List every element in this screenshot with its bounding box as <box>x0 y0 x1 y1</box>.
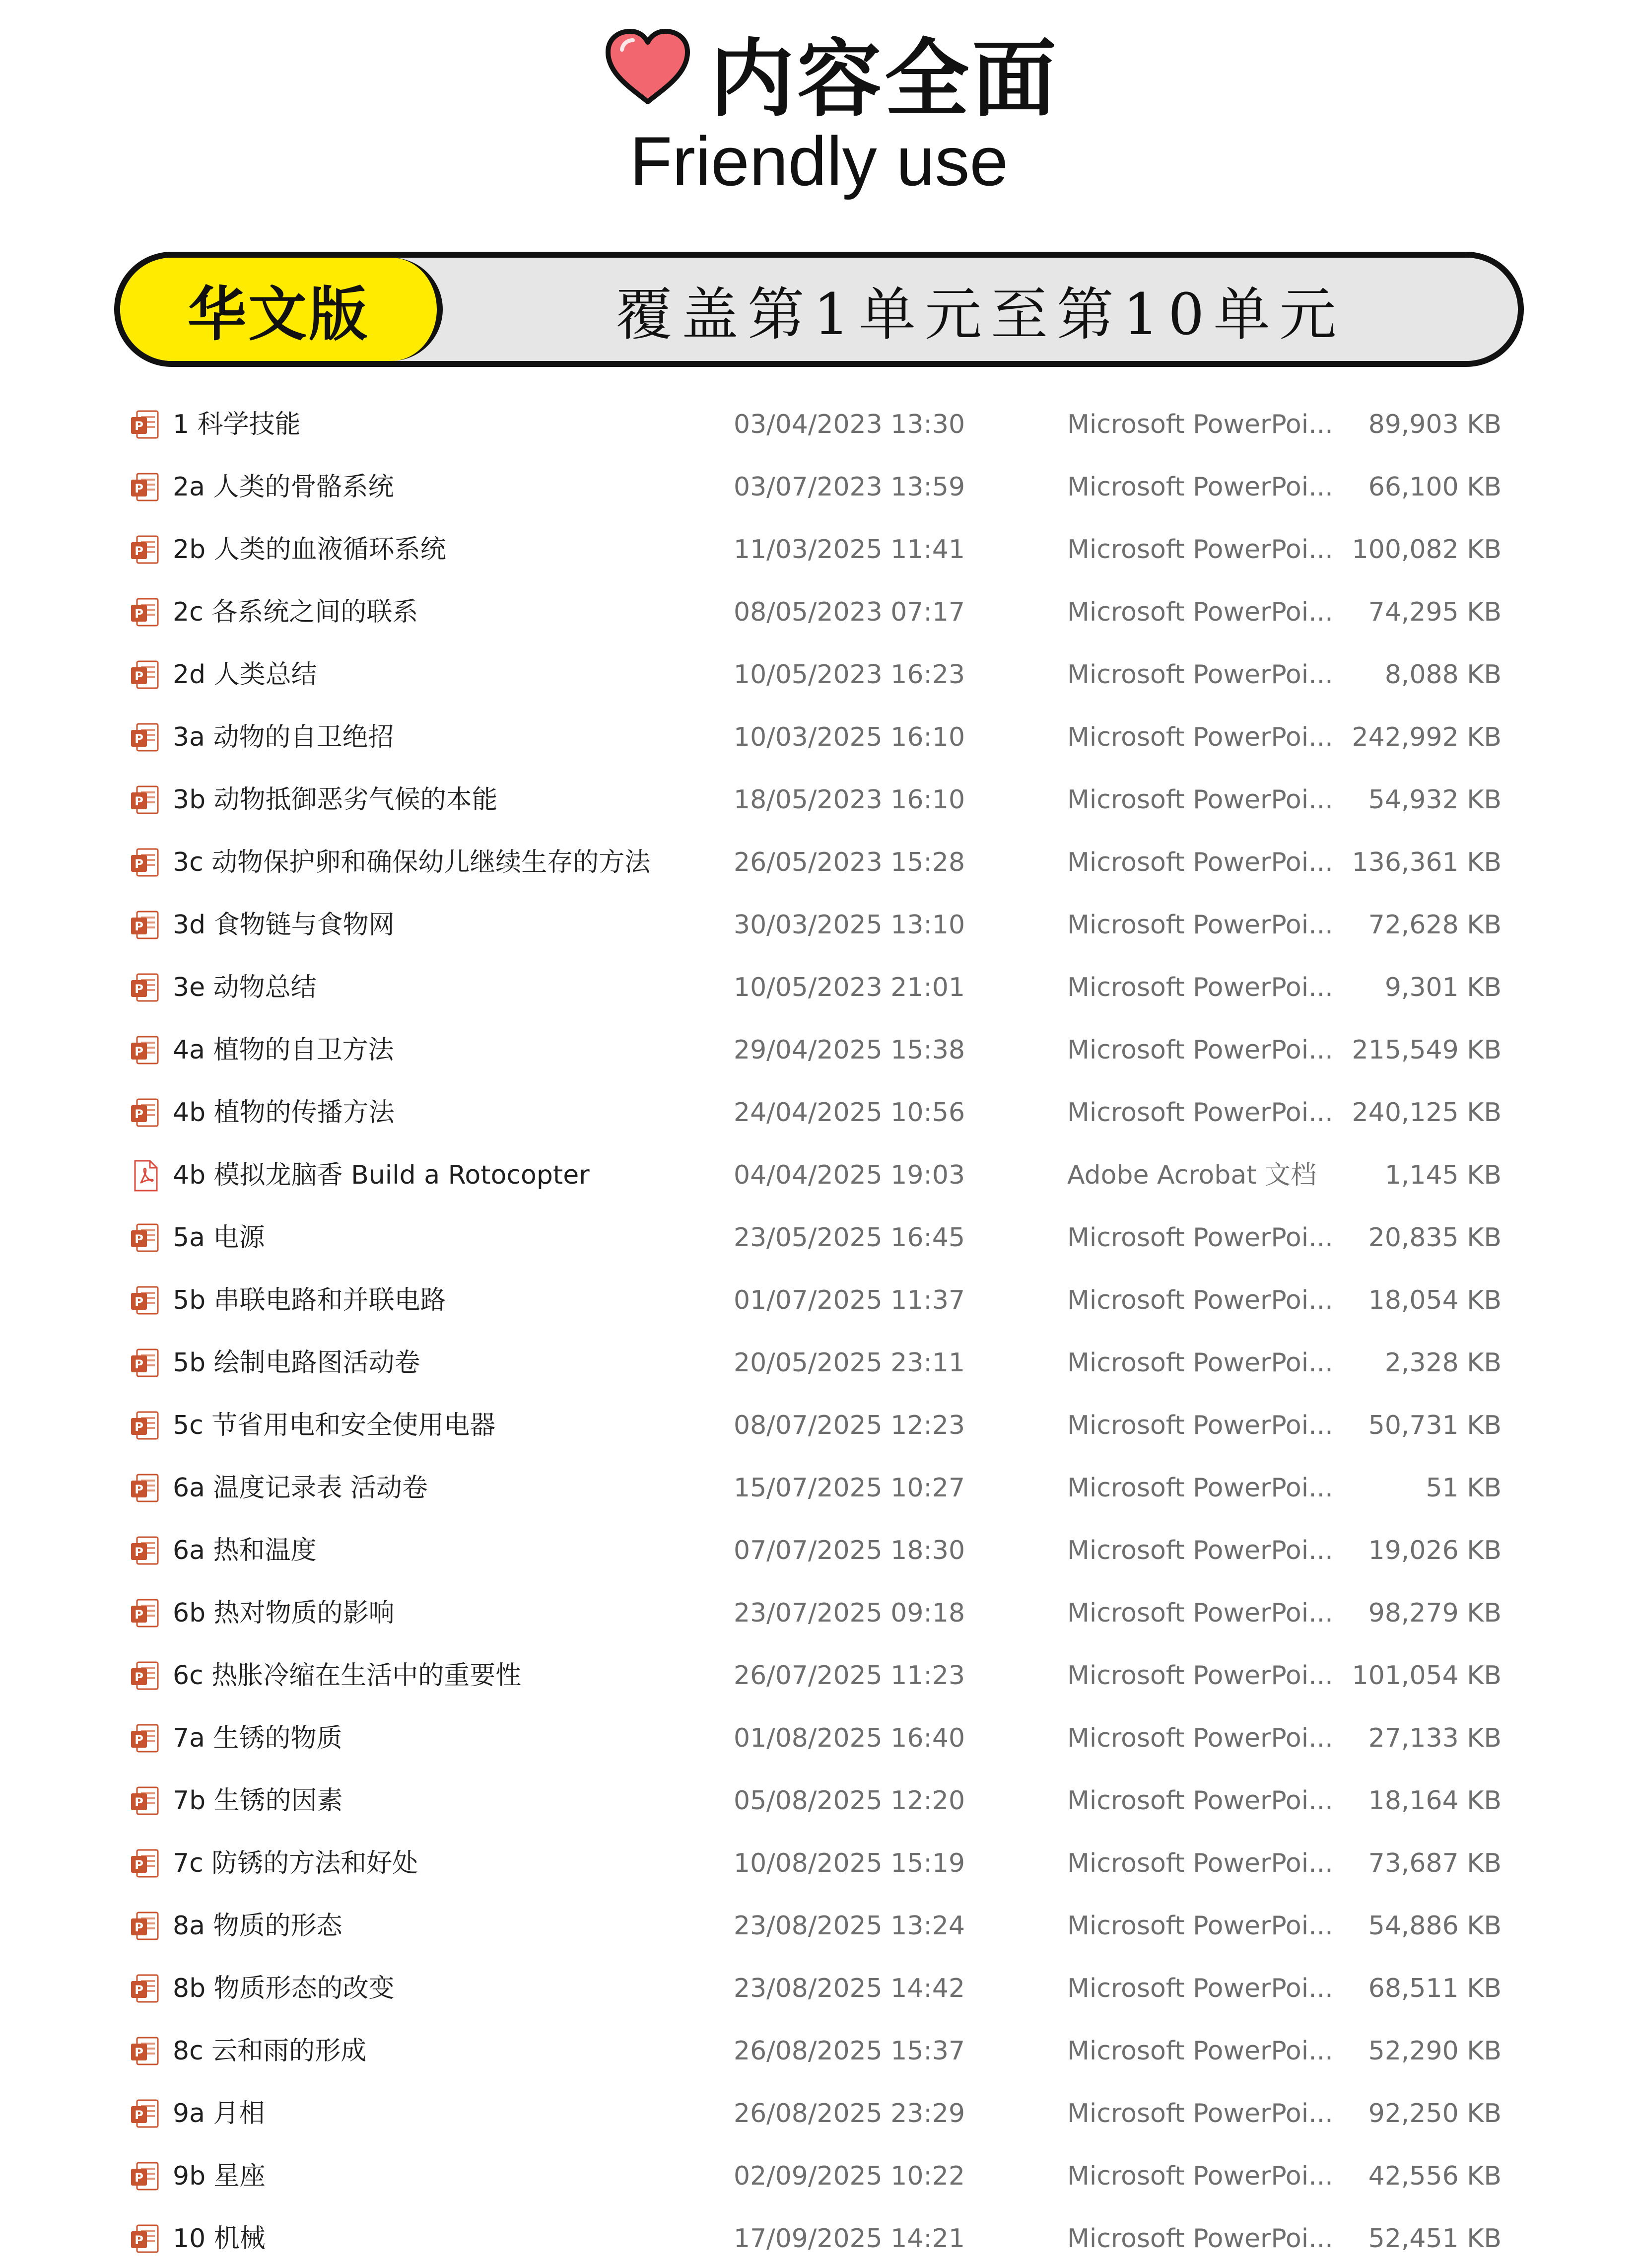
file-name: 9a 月相 <box>173 2099 265 2128</box>
file-type: Microsoft PowerPoi... <box>1067 1098 1333 1128</box>
page-title: 内容全面 <box>710 30 1060 129</box>
file-row[interactable] <box>0 708 1638 767</box>
edition-tag <box>120 258 443 361</box>
file-name: 2a 人类的骨骼系统 <box>173 472 394 502</box>
file-name: 5c 节省用电和安全使用电器 <box>173 1411 496 1440</box>
file-size: 20,835 KB <box>1368 1223 1502 1253</box>
file-date-modified: 18/05/2023 16:10 <box>734 785 965 815</box>
file-row[interactable] <box>0 1959 1638 2018</box>
pdf-file-icon <box>130 1160 160 1192</box>
file-date-modified: 02/09/2025 10:22 <box>734 2161 965 2191</box>
file-type: Microsoft PowerPoi... <box>1067 910 1333 940</box>
file-row[interactable] <box>0 1584 1638 1642</box>
powerpoint-file-icon <box>130 2036 160 2067</box>
file-type: Microsoft PowerPoi... <box>1067 410 1333 439</box>
file-size: 66,100 KB <box>1368 472 1502 502</box>
powerpoint-file-icon <box>130 534 160 566</box>
powerpoint-file-icon <box>130 1222 160 1254</box>
file-size: 9,301 KB <box>1384 973 1502 1002</box>
file-row[interactable] <box>0 1772 1638 1830</box>
file-name: 1 科学技能 <box>173 410 301 439</box>
file-size: 19,026 KB <box>1368 1536 1502 1565</box>
file-type: Microsoft PowerPoi... <box>1067 2161 1333 2191</box>
powerpoint-file-icon <box>130 1785 160 1817</box>
powerpoint-file-icon <box>130 1598 160 1630</box>
powerpoint-file-icon <box>130 2161 160 2193</box>
coverage-text: 覆盖第1单元至第10单元 <box>615 281 1346 348</box>
powerpoint-file-icon <box>130 1285 160 1317</box>
file-size: 101,054 KB <box>1352 1661 1502 1691</box>
file-name: 6a 温度记录表 活动卷 <box>173 1473 428 1503</box>
file-row[interactable] <box>0 1334 1638 1392</box>
powerpoint-file-icon <box>130 1097 160 1129</box>
powerpoint-file-icon <box>130 847 160 879</box>
file-size: 51 KB <box>1426 1473 1502 1503</box>
file-row[interactable] <box>0 771 1638 829</box>
file-name: 3e 动物总结 <box>173 973 317 1002</box>
file-size: 89,903 KB <box>1368 410 1502 439</box>
file-name: 10 机械 <box>173 2224 266 2254</box>
file-name: 9b 星座 <box>173 2161 266 2191</box>
file-date-modified: 10/08/2025 15:19 <box>734 1848 965 1878</box>
file-date-modified: 01/07/2025 11:37 <box>734 1285 965 1315</box>
file-row[interactable] <box>0 1083 1638 1142</box>
file-row[interactable] <box>0 1709 1638 1768</box>
file-name: 8a 物质的形态 <box>173 1911 342 1941</box>
file-type: Microsoft PowerPoi... <box>1067 1035 1333 1065</box>
file-row[interactable] <box>0 1459 1638 1517</box>
file-type: Microsoft PowerPoi... <box>1067 1473 1333 1503</box>
file-type: Microsoft PowerPoi... <box>1067 848 1333 877</box>
powerpoint-file-icon <box>130 1723 160 1755</box>
file-row[interactable] <box>0 1146 1638 1205</box>
file-row[interactable] <box>0 520 1638 579</box>
file-size: 42,556 KB <box>1368 2161 1502 2191</box>
file-date-modified: 05/08/2025 12:20 <box>734 1786 965 1816</box>
file-row[interactable] <box>0 896 1638 954</box>
file-type: Microsoft PowerPoi... <box>1067 2099 1333 2128</box>
file-date-modified: 23/08/2025 13:24 <box>734 1911 965 1941</box>
file-type: Microsoft PowerPoi... <box>1067 785 1333 815</box>
file-size: 27,133 KB <box>1368 1723 1502 1753</box>
edition-tag-label: 华文版 <box>187 280 369 349</box>
file-size: 73,687 KB <box>1368 1848 1502 1878</box>
powerpoint-file-icon <box>130 1535 160 1567</box>
file-type: Microsoft PowerPoi... <box>1067 1411 1333 1440</box>
file-row[interactable] <box>0 1021 1638 1079</box>
powerpoint-file-icon <box>130 1848 160 1880</box>
powerpoint-file-icon <box>130 597 160 629</box>
file-size: 2,328 KB <box>1384 1348 1502 1378</box>
file-size: 92,250 KB <box>1368 2099 1502 2128</box>
file-type: Microsoft PowerPoi... <box>1067 1598 1333 1628</box>
file-name: 4b 模拟龙脑香 Build a Rotocopter <box>173 1160 590 1190</box>
file-size: 52,290 KB <box>1368 2036 1502 2066</box>
file-size: 100,082 KB <box>1352 535 1502 565</box>
file-row[interactable] <box>0 1396 1638 1455</box>
file-size: 52,451 KB <box>1368 2224 1502 2254</box>
powerpoint-file-icon <box>130 1035 160 1066</box>
file-row[interactable] <box>0 2147 1638 2205</box>
file-type: Microsoft PowerPoi... <box>1067 1723 1333 1753</box>
file-name: 3b 动物抵御恶劣气候的本能 <box>173 785 498 815</box>
file-type: Microsoft PowerPoi... <box>1067 2224 1333 2254</box>
file-size: 54,932 KB <box>1368 785 1502 815</box>
file-type: Microsoft PowerPoi... <box>1067 1348 1333 1378</box>
file-size: 54,886 KB <box>1368 1911 1502 1941</box>
file-row[interactable] <box>0 1208 1638 1267</box>
file-date-modified: 01/08/2025 16:40 <box>734 1723 965 1753</box>
file-row[interactable] <box>0 2209 1638 2268</box>
file-type: Microsoft PowerPoi... <box>1067 1786 1333 1816</box>
file-row[interactable] <box>0 833 1638 892</box>
file-date-modified: 26/05/2023 15:28 <box>734 848 965 877</box>
file-date-modified: 30/03/2025 13:10 <box>734 910 965 940</box>
powerpoint-file-icon <box>130 1473 160 1504</box>
file-size: 1,145 KB <box>1384 1160 1502 1190</box>
file-date-modified: 26/08/2025 23:29 <box>734 2099 965 2128</box>
file-type: Microsoft PowerPoi... <box>1067 472 1333 502</box>
powerpoint-file-icon <box>130 472 160 503</box>
file-type: Microsoft PowerPoi... <box>1067 597 1333 627</box>
powerpoint-file-icon <box>130 2223 160 2255</box>
file-type: Microsoft PowerPoi... <box>1067 660 1333 690</box>
file-size: 18,054 KB <box>1368 1285 1502 1315</box>
powerpoint-file-icon <box>130 1973 160 2005</box>
powerpoint-file-icon <box>130 1410 160 1442</box>
file-date-modified: 04/04/2025 19:03 <box>734 1160 965 1190</box>
file-row[interactable] <box>0 458 1638 516</box>
powerpoint-file-icon <box>130 1347 160 1379</box>
file-name: 4b 植物的传播方法 <box>173 1098 395 1128</box>
file-date-modified: 23/07/2025 09:18 <box>734 1598 965 1628</box>
file-size: 18,164 KB <box>1368 1786 1502 1816</box>
file-size: 8,088 KB <box>1384 660 1502 690</box>
file-name: 7c 防锈的方法和好处 <box>173 1848 418 1878</box>
file-name: 2b 人类的血液循环系统 <box>173 535 446 565</box>
powerpoint-file-icon <box>130 1660 160 1692</box>
file-type: Microsoft PowerPoi... <box>1067 1223 1333 1253</box>
file-name: 4a 植物的自卫方法 <box>173 1035 394 1065</box>
page-subtitle: Friendly use <box>629 122 1009 200</box>
powerpoint-file-icon <box>130 972 160 1004</box>
file-name: 5a 电源 <box>173 1223 265 1253</box>
file-name: 2d 人类总结 <box>173 660 317 690</box>
file-date-modified: 15/07/2025 10:27 <box>734 1473 965 1503</box>
file-date-modified: 20/05/2025 23:11 <box>734 1348 965 1378</box>
powerpoint-file-icon <box>130 1911 160 1942</box>
file-name: 3c 动物保护卵和确保幼儿继续生存的方法 <box>173 848 651 877</box>
file-date-modified: 03/04/2023 13:30 <box>734 410 965 439</box>
file-date-modified: 26/08/2025 15:37 <box>734 2036 965 2066</box>
file-name: 3d 食物链与食物网 <box>173 910 395 940</box>
powerpoint-file-icon <box>130 722 160 754</box>
file-date-modified: 29/04/2025 15:38 <box>734 1035 965 1065</box>
coverage-banner <box>114 252 1524 367</box>
file-date-modified: 08/07/2025 12:23 <box>734 1411 965 1440</box>
file-date-modified: 10/05/2023 16:23 <box>734 660 965 690</box>
powerpoint-file-icon <box>130 784 160 816</box>
file-type: Microsoft PowerPoi... <box>1067 1661 1333 1691</box>
file-date-modified: 26/07/2025 11:23 <box>734 1661 965 1691</box>
file-date-modified: 17/09/2025 14:21 <box>734 2224 965 2254</box>
file-name: 2c 各系统之间的联系 <box>173 597 418 627</box>
file-name: 5b 绘制电路图活动卷 <box>173 1348 420 1378</box>
powerpoint-file-icon <box>130 2098 160 2130</box>
file-date-modified: 07/07/2025 18:30 <box>734 1536 965 1565</box>
file-size: 68,511 KB <box>1368 1974 1502 2003</box>
file-name: 6b 热对物质的影响 <box>173 1598 395 1628</box>
file-name: 6c 热胀冷缩在生活中的重要性 <box>173 1661 522 1691</box>
file-size: 215,549 KB <box>1352 1035 1502 1065</box>
file-row[interactable] <box>0 395 1638 454</box>
file-size: 50,731 KB <box>1368 1411 1502 1440</box>
file-name: 3a 动物的自卫绝招 <box>173 722 394 752</box>
file-row[interactable] <box>0 1521 1638 1580</box>
file-name: 7b 生锈的因素 <box>173 1786 343 1816</box>
file-type: Microsoft PowerPoi... <box>1067 1285 1333 1315</box>
file-type: Microsoft PowerPoi... <box>1067 2036 1333 2066</box>
file-row[interactable] <box>0 1646 1638 1705</box>
file-row[interactable] <box>0 583 1638 641</box>
file-type: Microsoft PowerPoi... <box>1067 1974 1333 2003</box>
file-date-modified: 10/03/2025 16:10 <box>734 722 965 752</box>
file-name: 8c 云和雨的形成 <box>173 2036 367 2066</box>
file-type: Microsoft PowerPoi... <box>1067 1536 1333 1565</box>
heart-icon <box>603 27 692 107</box>
file-name: 5b 串联电路和并联电路 <box>173 1285 446 1315</box>
file-size: 98,279 KB <box>1368 1598 1502 1628</box>
file-size: 72,628 KB <box>1368 910 1502 940</box>
header <box>0 0 1638 228</box>
file-type: Microsoft PowerPoi... <box>1067 973 1333 1002</box>
file-date-modified: 03/07/2023 13:59 <box>734 472 965 502</box>
file-row[interactable] <box>0 1834 1638 1893</box>
file-size: 74,295 KB <box>1368 597 1502 627</box>
file-date-modified: 10/05/2023 21:01 <box>734 973 965 1002</box>
file-size: 136,361 KB <box>1352 848 1502 877</box>
file-type: Microsoft PowerPoi... <box>1067 722 1333 752</box>
file-date-modified: 23/05/2025 16:45 <box>734 1223 965 1253</box>
file-date-modified: 11/03/2025 11:41 <box>734 535 965 565</box>
file-type: Adobe Acrobat 文档 <box>1067 1160 1317 1190</box>
file-date-modified: 08/05/2023 07:17 <box>734 597 965 627</box>
file-name: 6a 热和温度 <box>173 1536 317 1565</box>
powerpoint-file-icon <box>130 409 160 441</box>
powerpoint-file-icon <box>130 659 160 691</box>
file-row[interactable] <box>0 2022 1638 2080</box>
file-name: 8b 物质形态的改变 <box>173 1974 395 2003</box>
powerpoint-file-icon <box>130 910 160 941</box>
file-row[interactable] <box>0 645 1638 704</box>
file-type: Microsoft PowerPoi... <box>1067 1911 1333 1941</box>
file-row[interactable] <box>0 1271 1638 1330</box>
file-type: Microsoft PowerPoi... <box>1067 535 1333 565</box>
file-size: 240,125 KB <box>1352 1098 1502 1128</box>
file-row[interactable] <box>0 2084 1638 2143</box>
file-type: Microsoft PowerPoi... <box>1067 1848 1333 1878</box>
file-name: 7a 生锈的物质 <box>173 1723 342 1753</box>
file-date-modified: 24/04/2025 10:56 <box>734 1098 965 1128</box>
file-row[interactable] <box>0 958 1638 1017</box>
file-date-modified: 23/08/2025 14:42 <box>734 1974 965 2003</box>
file-row[interactable] <box>0 1897 1638 1955</box>
file-size: 242,992 KB <box>1352 722 1502 752</box>
